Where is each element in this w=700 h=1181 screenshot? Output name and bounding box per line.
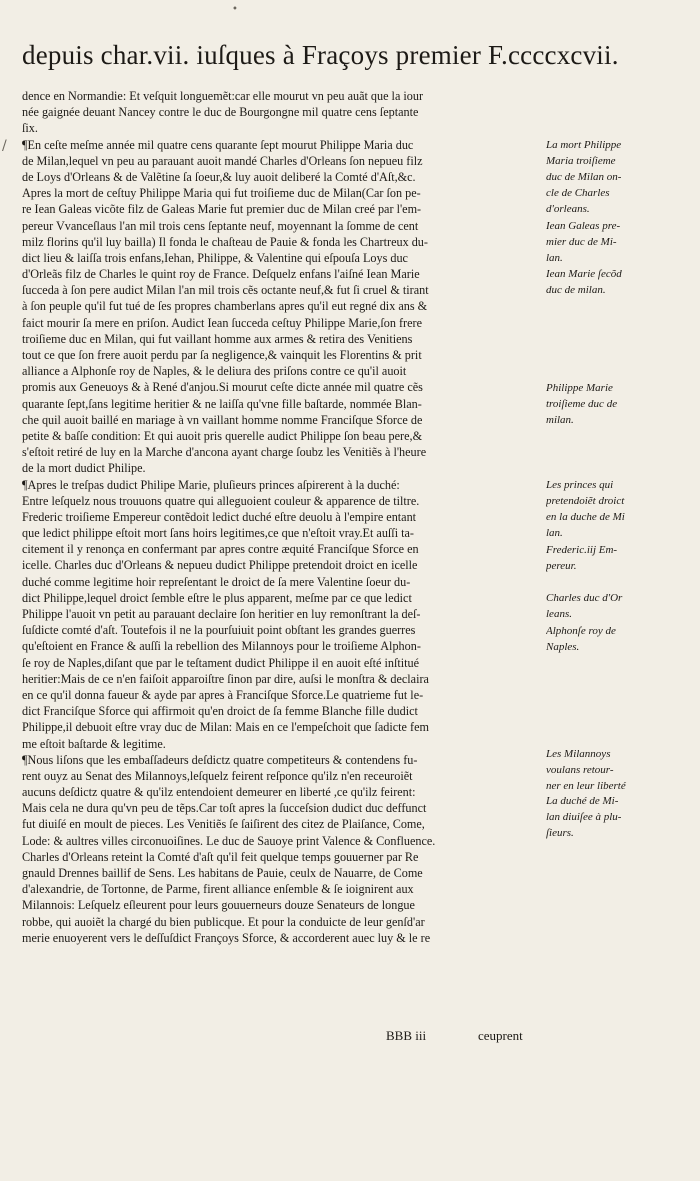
text-line: tout ce que ſon frere auoit perdu par ſa negligence,& vainquit les Florentins & prit [22,348,422,362]
text-line: merie enuoyerent vers le deſſuſdict Françoys Sforce, & accorderent auec luy & le re [22,930,431,945]
text-line: à ſon peuple qu'il fut tué de ſes propres chamberlans apres qu'il eut regné dix ans & [22,299,428,314]
margin-note-line: Les princes qui [546,478,614,491]
margin-note-line: Charles duc d'Or [546,592,623,605]
text-line: dict Franciſque Sforce qui affirmoit qu'en droict de ſa femme Blanche fille dudict [22,704,418,719]
margin-note-line: ſieurs. [546,827,574,840]
margin-note-line: Alphonſe roy de [546,624,616,637]
text-line: d'alexandrie, de Tortonne, de Parme, firent alliance enſemble & ſe ioignirent aux [22,882,414,897]
margin-note-line: duc de milan. [546,284,606,297]
text-line: ſucceda à ſon pere audict Milan l'an mil trois cẽs octante neuf,& fut ſi cruel & tirant [22,283,429,298]
catchword: ceuprent [478,1028,523,1043]
text-line: ſe roy de Naples,diſant que par le teſtament dudict Philippe il en auoit eſté inſtitué [22,655,419,670]
margin-note [546,266,676,298]
text-line: dence en Normandie: Et veſquit longuemẽt:car elle mourut vn peu auãt que la iour [22,89,424,103]
text-line: Mais cela ne dura qu'vn peu de tẽps.Car toſt apres la ſucceſsion dudict duc deffunct [22,801,427,816]
text-line: Frederic troiſieme Empereur contẽdoit ledict duché eſtre deuolu à l'empire entant [22,509,417,524]
text-line: ¶Apres le treſpas dudict Philipe Marie, pluſieurs princes aſpirerent à la duché: [22,477,400,492]
text-line: pereur Vvanceſlaus l'an mil trois cens ſeptante neuf, moyennant la ſomme de cent [22,218,419,233]
margin-note-line: voulans retour- [546,763,614,776]
margin-note-line: Philippe Marie [546,381,613,394]
margin-note-line: milan. [546,413,574,426]
text-line: fut diuiſé en moult de pieces. Les Venitiẽs ſe ſaiſirent des citez de Plaiſance, Come, [22,817,425,832]
page-edge-mark: / [2,138,7,154]
text-line: s'eſtoit retiré de luy en la Marche d'ancona ayant charge ſoubz les Venitiẽs à l'heure [22,445,427,460]
text-line: Charles d'Orleans reteint la Comté d'aſt qu'il feit quelque temps gouuerner par Re [22,849,419,864]
text-line: d'Orleãs filz de Charles le quint roy de France. Deſquelz enfans l'aiſné Iean Marie [22,267,420,282]
text-line: rent ouyz au Senat des Milannoys,leſquelz feirent reſponce qu'ilz n'en receuroiẽt [22,768,413,783]
margin-note-line: d'orleans. [546,203,590,216]
text-line: duché comme legitime hoir repreſentant le droict de ſa mere Valentine ſoeur du- [22,574,411,589]
text-line: dict lieu & laiſſa trois enfans,Iehan, Philippe, & Valentine qui eſpouſa Loys duc [22,250,408,265]
text-line: faict mourir ſa mere en priſon. Audict Iean ſucceda ceſtuy Philippe Marie,ſon frere [22,315,422,330]
margin-note-line: pretendoiẽt droict [546,494,625,507]
margin-note [546,477,676,542]
margin-note-line: duc de Milan on- [546,170,622,183]
margin-note-line: Frederic.iij Em- [546,543,618,556]
text-line: Lode: & aultres villes circonuoiſines. Le duc de Sauoye print Valence & Confluence. [22,833,436,848]
margin-note-line: cle de Charles [546,187,610,200]
margin-note-line: lan diuiſee à plu- [546,810,622,823]
margin-note [546,218,676,267]
margin-note-line: Naples. [546,640,580,653]
text-line: citement il y renonça en confermant par apres contre æquité Franciſque Sforce en [22,542,419,557]
margin-note-line: lan. [546,527,563,540]
margin-note-line: Iean Marie ſecõd [546,268,622,281]
text-line: troiſieme duc en Milan, qui fut vaillant homme aux armes & retira des Venitiens [22,331,413,346]
text-line: alliance a Alphonſe roy de Naples, & le deliura des priſons contre ce qu'il auoit [22,364,407,379]
margin-note [546,623,676,655]
margin-note-line: Maria troiſieme [546,154,616,167]
margin-note-line: pereur. [546,559,577,572]
text-line: de la mort dudict Philipe. [22,461,146,476]
margin-note-line: lan. [546,251,563,264]
text-line: che quil auoit baillé en mariage à vn vaillant homme nomme Franciſque Sforce de [22,412,423,427]
margin-note [546,380,676,429]
text-line: robbe, qui auoiẽt la chargé du bien publicque. Et pour la conduicte de leur genſd'ar [22,914,425,929]
margin-note-line: mier duc de Mi- [546,235,617,248]
margin-note [546,590,676,622]
text-line: que ledict philippe eſtoit mort ſans hoirs legitimes,ce que n'eſtoit vray.Et auſſi ta- [22,526,414,541]
text-line: quarante ſept,ſans legitime heritier & ne laiſſa qu'vne fille baſtarde, nommée Blan- [22,396,422,411]
text-line: ¶Nous liſons que les embaſſadeurs deſdictz quatre competiteurs & contendens fu- [22,752,418,767]
text-line: heritier:Mais de ce n'en faiſoit apparoiſtre ſinon par dire, auſsi le monſtra & declaira [22,671,429,686]
text-line: icelle. Charles duc d'Orleans & nepueu dudict Philippe pretendoit droict en icelle [22,558,418,573]
margin-note [546,746,676,795]
text-line: en ce qu'il donna faueur & ayde par apres à Franciſque Sforce.Le quatrieme fut le- [22,687,424,702]
margin-note [546,793,676,842]
margin-note-line: La mort Philippe [546,138,622,151]
text-line: de Loys d'Orleans & de Valẽtine ſa ſoeur,& luy auoit deliberé la Comté d'Aſt,&c. [22,169,416,184]
margin-note-line: leans. [546,608,572,621]
main-text-block [22,88,542,946]
text-line: de Milan,lequel vn peu au parauant auoit mandé Charles d'Orleans ſon nepueu filz [22,153,423,168]
margin-note-line: ner en leur liberté [546,780,626,793]
text-line: gnauld Drennes baillif de Sens. Les habitans de Pauie, ceulx de Nauarre, de Come [22,866,423,880]
text-line: milz florins qu'il luy bailla) Il fonda le chaſteau de Pauie & fonda les Chartreux du- [22,234,428,249]
margin-note-line: troiſieme duc de [546,397,618,410]
text-line: me eſtoit baſtarde & legitime. [22,736,166,751]
text-line: née gaignée deuant Nancey contre le duc de Bourgongne mil quatre cens ſeptante [22,105,419,120]
text-line: Philippe,il debuoit eſtre vray duc de Milan: Mais en ce l'empeſchoit que ſadicte fem [22,720,429,735]
text-line: qu'eſtoient en France & auſſi la rebellion des Milannoys pour le troiſieme Alphon- [22,639,421,654]
text-line: Apres la mort de ceſtuy Philippe Maria qui fut troiſieme duc de Milan(Car ſon pe- [22,186,421,201]
text-line: ¶En ceſte meſme année mil quatre cens quarante ſept mourut Philippe Maria duc [22,137,414,152]
text-line: ſuſdicte comté d'aſt. Toutefois il ne la pourſuiuit point obſtant les grandes guerres [22,623,416,638]
margin-note-line: Les Milannoys [546,747,611,760]
print-dot: • [232,4,238,15]
text-line: Entre leſquelz nous trouuons quatre qui alleguoient couleur & apparence de tiltre. [22,493,420,508]
text-line: Milannois: Leſquelz eſleurent pour leurs gouuerneurs douze Senateurs de longue [22,898,415,913]
running-head: depuis char.vii. iuſques à Fraçoys premier F.ccccxcvii. [22,40,619,70]
margin-note [546,137,676,218]
text-line: re Iean Galeas vicõte filz de Galeas Marie fut premier duc de Milan creé par l'em- [22,202,422,217]
margin-note-line: La duché de Mi- [546,794,619,807]
text-line: ſix. [22,121,38,136]
text-line: Philippe l'auoit vn petit au parauant declaire ſon heritier en luy remonſtrant la deſ- [22,607,421,621]
text-line: petite & baſſe condition: Et qui auoit pris querelle audict Philippe ſon beau pere,& [22,428,423,443]
margin-note [546,542,676,574]
text-line: promis aux Geneuoys & à René d'anjou.Si mourut ceſte dicte année mil quatre cẽs [22,380,423,395]
text-line: dict Philippe,lequel droict ſemble eſtre le plus apparent, meſme par ce que ledict [22,590,412,605]
signature-mark: BBB iii [386,1028,427,1043]
margin-note-line: en la duche de Mi [546,511,625,524]
text-line: aucuns deſdictz quatre & qu'ilz entendoient demeurer en liberté ,ce qu'ilz feirent: [22,785,416,800]
margin-note-line: Iean Galeas pre- [546,219,621,232]
